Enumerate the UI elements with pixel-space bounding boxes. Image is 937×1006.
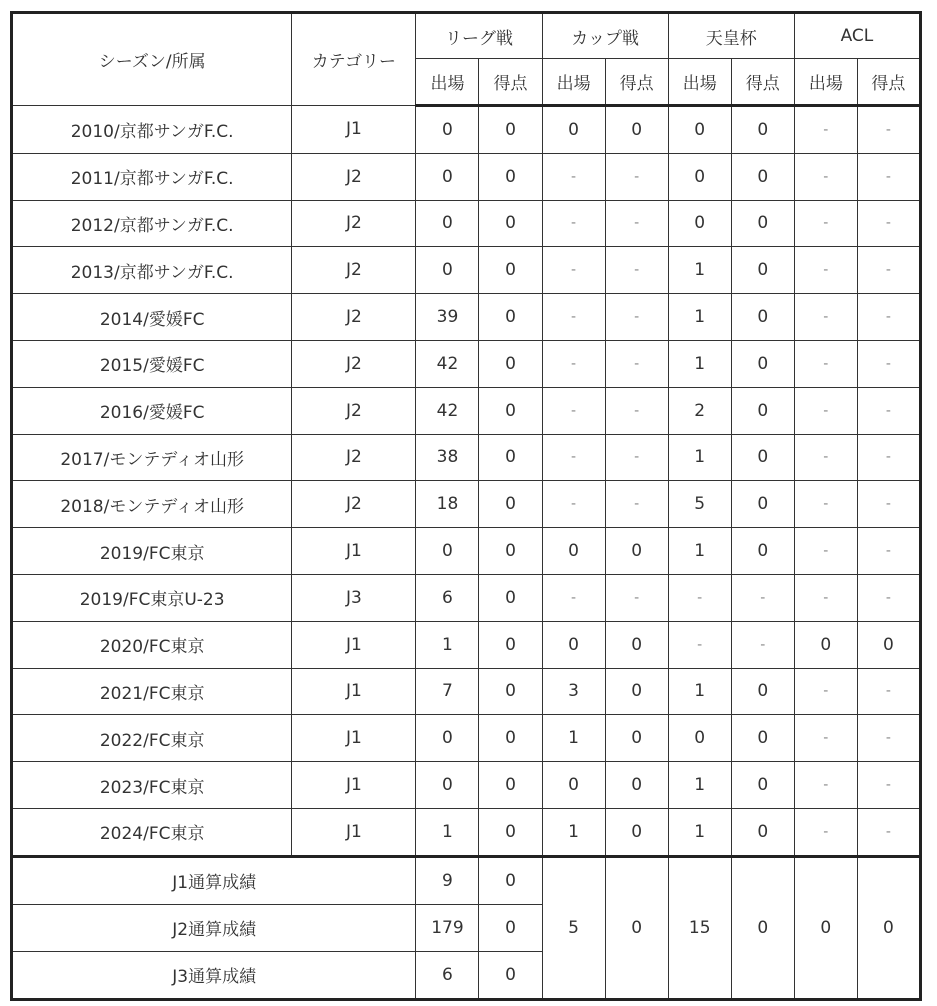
league-goals-cell: 0: [479, 340, 542, 387]
header-league: リーグ戦: [416, 13, 542, 59]
header-league-goals: 得点: [479, 59, 542, 106]
league-apps-cell: 1: [416, 621, 479, 668]
season-cell: 2021/FC東京: [12, 668, 292, 715]
cup-goals-cell: -: [605, 481, 668, 528]
acl-goals-cell: -: [857, 387, 920, 434]
cup-apps-cell: 0: [542, 528, 605, 575]
cup-apps-cell: 3: [542, 668, 605, 715]
emperor-goals-cell: 0: [731, 387, 794, 434]
cup-apps-cell: 0: [542, 762, 605, 809]
league-goals-cell: 0: [479, 294, 542, 341]
league-apps-cell: 0: [416, 153, 479, 200]
acl-apps-cell: -: [794, 340, 857, 387]
total-cup-apps: 5: [542, 856, 605, 999]
season-cell: 2016/愛媛FC: [12, 387, 292, 434]
table-header: [12, 13, 921, 106]
table-row: [12, 808, 921, 856]
emperor-goals-cell: 0: [731, 668, 794, 715]
league-goals-cell: 0: [479, 153, 542, 200]
header-row-groups: [12, 13, 921, 59]
header-acl: ACL: [794, 13, 920, 59]
category-cell: J1: [292, 668, 416, 715]
category-cell: J2: [292, 153, 416, 200]
league-goals-cell: 0: [479, 808, 542, 856]
emperor-apps-cell: 5: [668, 481, 731, 528]
league-apps-cell: 6: [416, 574, 479, 621]
table-row: [12, 294, 921, 341]
league-goals-cell: 0: [479, 481, 542, 528]
cup-apps-cell: 1: [542, 715, 605, 762]
season-cell: 2019/FC東京U-23: [12, 574, 292, 621]
acl-goals-cell: -: [857, 294, 920, 341]
acl-apps-cell: -: [794, 387, 857, 434]
acl-apps-cell: -: [794, 808, 857, 856]
emperor-goals-cell: 0: [731, 808, 794, 856]
acl-apps-cell: -: [794, 668, 857, 715]
league-apps-cell: 0: [416, 528, 479, 575]
cup-apps-cell: 1: [542, 808, 605, 856]
emperor-apps-cell: 1: [668, 434, 731, 481]
total-acl-apps: 0: [794, 856, 857, 999]
cup-goals-cell: -: [605, 574, 668, 621]
emperor-goals-cell: 0: [731, 434, 794, 481]
table-row: [12, 153, 921, 200]
season-cell: 2020/FC東京: [12, 621, 292, 668]
season-cell: 2022/FC東京: [12, 715, 292, 762]
acl-goals-cell: -: [857, 762, 920, 809]
cup-apps-cell: -: [542, 153, 605, 200]
total-league-apps: 6: [416, 951, 479, 999]
acl-apps-cell: -: [794, 106, 857, 154]
table-row: [12, 247, 921, 294]
acl-apps-cell: -: [794, 528, 857, 575]
cup-goals-cell: 0: [605, 106, 668, 154]
league-apps-cell: 42: [416, 387, 479, 434]
acl-goals-cell: -: [857, 247, 920, 294]
emperor-apps-cell: 2: [668, 387, 731, 434]
header-acl-apps: 出場: [794, 59, 857, 106]
season-cell: 2014/愛媛FC: [12, 294, 292, 341]
acl-apps-cell: -: [794, 153, 857, 200]
category-cell: J2: [292, 247, 416, 294]
header-season: シーズン/所属: [12, 13, 292, 106]
cup-goals-cell: 0: [605, 528, 668, 575]
acl-goals-cell: -: [857, 528, 920, 575]
league-apps-cell: 1: [416, 808, 479, 856]
acl-goals-cell: -: [857, 481, 920, 528]
season-cell: 2010/京都サンガF.C.: [12, 106, 292, 154]
emperor-goals-cell: 0: [731, 106, 794, 154]
emperor-apps-cell: 0: [668, 200, 731, 247]
season-cell: 2019/FC東京: [12, 528, 292, 575]
header-acl-goals: 得点: [857, 59, 920, 106]
emperor-goals-cell: 0: [731, 481, 794, 528]
acl-goals-cell: -: [857, 668, 920, 715]
category-cell: J1: [292, 621, 416, 668]
emperor-goals-cell: 0: [731, 153, 794, 200]
total-emperor-apps: 15: [668, 856, 731, 999]
cup-apps-cell: -: [542, 200, 605, 247]
table-row: [12, 481, 921, 528]
league-apps-cell: 42: [416, 340, 479, 387]
cup-goals-cell: 0: [605, 808, 668, 856]
league-goals-cell: 0: [479, 574, 542, 621]
cup-goals-cell: -: [605, 247, 668, 294]
table-row: [12, 200, 921, 247]
acl-apps-cell: -: [794, 481, 857, 528]
acl-apps-cell: -: [794, 247, 857, 294]
acl-goals-cell: -: [857, 715, 920, 762]
category-cell: J1: [292, 528, 416, 575]
season-cell: 2011/京都サンガF.C.: [12, 153, 292, 200]
emperor-goals-cell: 0: [731, 528, 794, 575]
cup-goals-cell: 0: [605, 762, 668, 809]
league-goals-cell: 0: [479, 106, 542, 154]
stats-table-container: [10, 11, 922, 1001]
total-acl-goals: 0: [857, 856, 920, 999]
acl-goals-cell: 0: [857, 621, 920, 668]
emperor-apps-cell: 1: [668, 294, 731, 341]
cup-apps-cell: 0: [542, 621, 605, 668]
acl-goals-cell: -: [857, 153, 920, 200]
league-goals-cell: 0: [479, 247, 542, 294]
season-cell: 2018/モンテディオ山形: [12, 481, 292, 528]
acl-goals-cell: -: [857, 340, 920, 387]
header-emperor-goals: 得点: [731, 59, 794, 106]
cup-goals-cell: -: [605, 153, 668, 200]
cup-goals-cell: 0: [605, 621, 668, 668]
cup-apps-cell: -: [542, 247, 605, 294]
cup-apps-cell: -: [542, 294, 605, 341]
acl-goals-cell: -: [857, 808, 920, 856]
category-cell: J2: [292, 200, 416, 247]
league-goals-cell: 0: [479, 715, 542, 762]
cup-goals-cell: 0: [605, 668, 668, 715]
league-apps-cell: 0: [416, 200, 479, 247]
header-cup-apps: 出場: [542, 59, 605, 106]
cup-goals-cell: -: [605, 434, 668, 481]
table-row: [12, 668, 921, 715]
season-rows: [12, 106, 921, 1000]
total-label: J1通算成績: [12, 856, 416, 904]
table-row: [12, 106, 921, 154]
header-emperors-cup: 天皇杯: [668, 13, 794, 59]
league-apps-cell: 0: [416, 762, 479, 809]
emperor-apps-cell: 1: [668, 762, 731, 809]
header-cup-goals: 得点: [605, 59, 668, 106]
category-cell: J2: [292, 340, 416, 387]
category-cell: J1: [292, 106, 416, 154]
cup-goals-cell: -: [605, 387, 668, 434]
table-row: [12, 621, 921, 668]
total-emperor-goals: 0: [731, 856, 794, 999]
total-league-apps: 9: [416, 856, 479, 904]
cup-goals-cell: -: [605, 200, 668, 247]
cup-apps-cell: -: [542, 434, 605, 481]
league-goals-cell: 0: [479, 668, 542, 715]
acl-goals-cell: -: [857, 106, 920, 154]
league-apps-cell: 39: [416, 294, 479, 341]
season-cell: 2012/京都サンガF.C.: [12, 200, 292, 247]
table-row: [12, 574, 921, 621]
emperor-goals-cell: 0: [731, 715, 794, 762]
league-goals-cell: 0: [479, 528, 542, 575]
table-row: [12, 340, 921, 387]
acl-goals-cell: -: [857, 574, 920, 621]
emperor-goals-cell: 0: [731, 294, 794, 341]
emperor-goals-cell: 0: [731, 200, 794, 247]
emperor-apps-cell: 0: [668, 106, 731, 154]
category-cell: J2: [292, 387, 416, 434]
acl-apps-cell: -: [794, 574, 857, 621]
category-cell: J1: [292, 808, 416, 856]
total-league-goals: 0: [479, 951, 542, 999]
league-goals-cell: 0: [479, 762, 542, 809]
emperor-goals-cell: 0: [731, 247, 794, 294]
table-row: [12, 762, 921, 809]
league-goals-cell: 0: [479, 200, 542, 247]
league-apps-cell: 38: [416, 434, 479, 481]
league-apps-cell: 0: [416, 715, 479, 762]
total-league-goals: 0: [479, 856, 542, 904]
cup-goals-cell: -: [605, 294, 668, 341]
emperor-apps-cell: -: [668, 621, 731, 668]
total-label: J2通算成績: [12, 904, 416, 951]
acl-goals-cell: -: [857, 200, 920, 247]
acl-apps-cell: 0: [794, 621, 857, 668]
acl-goals-cell: -: [857, 434, 920, 481]
league-goals-cell: 0: [479, 621, 542, 668]
emperor-goals-cell: 0: [731, 762, 794, 809]
cup-goals-cell: -: [605, 340, 668, 387]
cup-apps-cell: -: [542, 574, 605, 621]
league-goals-cell: 0: [479, 387, 542, 434]
acl-apps-cell: -: [794, 294, 857, 341]
league-goals-cell: 0: [479, 434, 542, 481]
category-cell: J1: [292, 715, 416, 762]
season-cell: 2023/FC東京: [12, 762, 292, 809]
header-emperor-apps: 出場: [668, 59, 731, 106]
league-apps-cell: 0: [416, 106, 479, 154]
career-stats-table: [10, 11, 922, 1001]
table-row: [12, 715, 921, 762]
total-league-apps: 179: [416, 904, 479, 951]
total-league-goals: 0: [479, 904, 542, 951]
acl-apps-cell: -: [794, 200, 857, 247]
header-cup: カップ戦: [542, 13, 668, 59]
league-apps-cell: 0: [416, 247, 479, 294]
acl-apps-cell: -: [794, 762, 857, 809]
emperor-apps-cell: 1: [668, 808, 731, 856]
table-row: [12, 434, 921, 481]
emperor-apps-cell: 1: [668, 668, 731, 715]
cup-apps-cell: -: [542, 481, 605, 528]
cup-apps-cell: -: [542, 387, 605, 434]
season-cell: 2015/愛媛FC: [12, 340, 292, 387]
table-row: [12, 528, 921, 575]
emperor-goals-cell: -: [731, 574, 794, 621]
emperor-apps-cell: 1: [668, 340, 731, 387]
table-row: [12, 387, 921, 434]
emperor-apps-cell: 0: [668, 715, 731, 762]
total-label: J3通算成績: [12, 951, 416, 999]
league-apps-cell: 18: [416, 481, 479, 528]
category-cell: J2: [292, 434, 416, 481]
season-cell: 2017/モンテディオ山形: [12, 434, 292, 481]
emperor-apps-cell: -: [668, 574, 731, 621]
acl-apps-cell: -: [794, 434, 857, 481]
emperor-goals-cell: -: [731, 621, 794, 668]
cup-goals-cell: 0: [605, 715, 668, 762]
emperor-apps-cell: 0: [668, 153, 731, 200]
emperor-goals-cell: 0: [731, 340, 794, 387]
category-cell: J3: [292, 574, 416, 621]
emperor-apps-cell: 1: [668, 247, 731, 294]
cup-apps-cell: 0: [542, 106, 605, 154]
league-apps-cell: 7: [416, 668, 479, 715]
category-cell: J2: [292, 294, 416, 341]
total-row-j1: [12, 856, 921, 904]
total-cup-goals: 0: [605, 856, 668, 999]
category-cell: J2: [292, 481, 416, 528]
emperor-apps-cell: 1: [668, 528, 731, 575]
season-cell: 2024/FC東京: [12, 808, 292, 856]
acl-apps-cell: -: [794, 715, 857, 762]
category-cell: J1: [292, 762, 416, 809]
season-cell: 2013/京都サンガF.C.: [12, 247, 292, 294]
header-league-apps: 出場: [416, 59, 479, 106]
cup-apps-cell: -: [542, 340, 605, 387]
header-category: カテゴリー: [292, 13, 416, 106]
